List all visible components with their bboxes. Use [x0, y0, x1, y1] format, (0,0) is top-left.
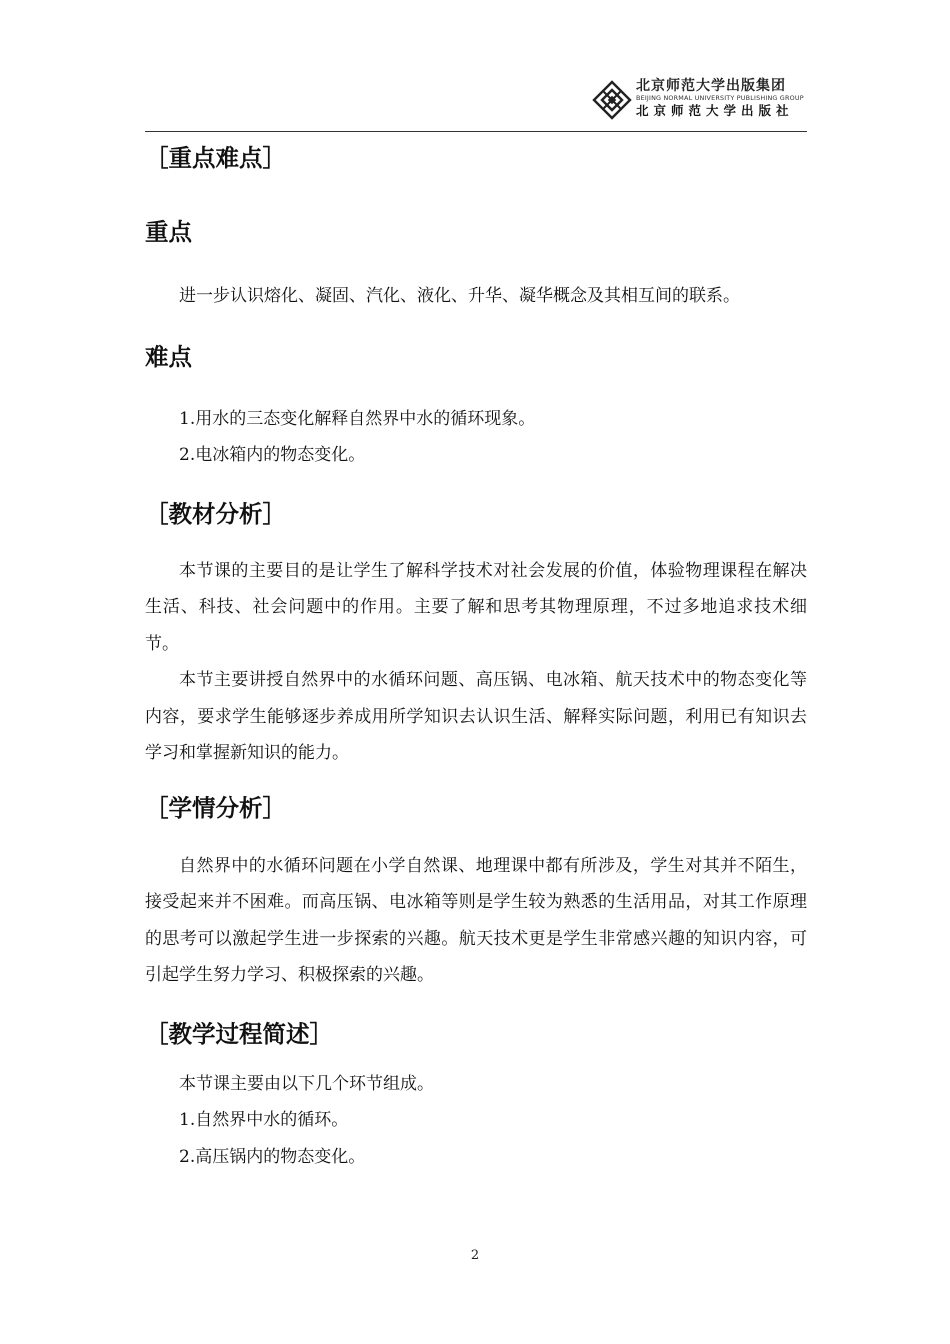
publisher-name	[636, 78, 804, 119]
section-title-process: ［教学过程简述］	[145, 1019, 333, 1048]
difficult-item: 1.用水的三态变化解释自然界中水的循环现象。	[179, 408, 536, 429]
students-paragraph: 自然界中的水循环问题在小学自然课、地理课中都有所涉及，学生对其并不陌生，接受起来并不困难。而高压锅、电冰箱等则是学生较为熟悉的生活用品，对其工作原理的思考可以激起学生进一步探索的兴趣。航天技术更是学生非常感兴趣的知识内容，可引起学生努力学习、积极探索的兴趣。	[145, 855, 807, 985]
section-title-key-difficult: ［重点难点］	[145, 144, 286, 172]
process-item: 1.自然界中水的循环。	[179, 1110, 349, 1130]
key-points-text: 进一步认识熔化、凝固、汽化、液化、升华、凝华概念及其相互间的联系。	[179, 286, 740, 306]
textbook-paragraph: 本节主要讲授自然界中的水循环问题、高压锅、电冰箱、航天技术中的物态变化等内容，要求学生能够逐步养成用所学知识去认识生活、解释实际问题，利用已有知识去学习和掌握新知识的能力。	[145, 670, 807, 763]
subsection-title-difficult: 难点	[145, 342, 192, 371]
publisher-press-name: 北京师范大学出版社	[636, 103, 794, 118]
publisher-group-name: 北京师范大学出版集团	[636, 78, 786, 94]
document-body	[145, 134, 807, 1175]
subsection-title-key: 重点	[145, 218, 192, 246]
process-intro: 本节课主要由以下几个环节组成。	[179, 1073, 434, 1094]
publisher-logo	[592, 78, 807, 122]
header-divider	[145, 131, 807, 132]
section-title-textbook: ［教材分析］	[145, 499, 286, 528]
publisher-english-name: BEIJING NORMAL UNIVERSITY PUBLISHING GROUP	[636, 94, 804, 102]
page-header	[145, 70, 807, 132]
section-title-students: ［学情分析］	[145, 793, 286, 822]
textbook-paragraph: 本节课的主要目的是让学生了解科学技术对社会发展的价值，体验物理课程在解决生活、科技、社会问题中的作用。主要了解和思考其物理原理，不过多地追求技术细节。	[145, 560, 807, 654]
process-item: 2.高压锅内的物态变化。	[179, 1146, 366, 1167]
difficult-item: 2.电冰箱内的物态变化。	[179, 445, 366, 465]
diamond-lattice-logo-icon	[592, 80, 632, 120]
page-number: 2	[470, 1248, 480, 1263]
